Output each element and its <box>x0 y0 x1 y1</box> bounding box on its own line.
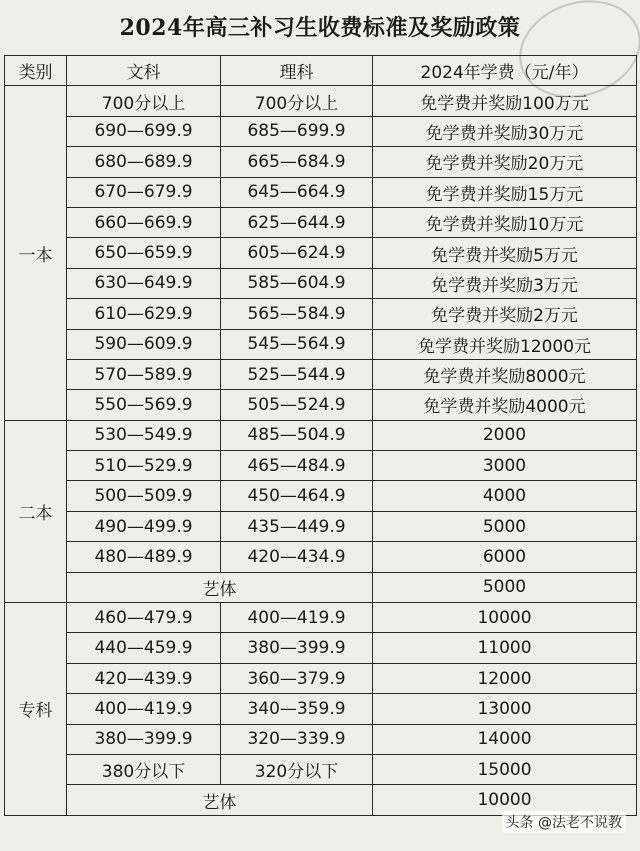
fee-value: 3000 <box>373 451 637 481</box>
wenke-score: 460—479.9 <box>67 603 221 633</box>
table-row <box>5 238 637 268</box>
art-label: 艺体 <box>67 572 373 602</box>
wenke-score: 400—419.9 <box>67 694 221 724</box>
like-score: 360—379.9 <box>221 663 373 693</box>
fee-value: 免学费并奖励8000元 <box>373 359 637 389</box>
fee-value: 10000 <box>373 603 637 633</box>
table-row <box>5 451 637 481</box>
wenke-score: 510—529.9 <box>67 451 221 481</box>
table-row <box>5 268 637 298</box>
table-row <box>5 299 637 329</box>
fee-value: 免学费并奖励5万元 <box>373 238 637 268</box>
like-score: 645—664.9 <box>221 177 373 207</box>
like-score: 450—464.9 <box>221 481 373 511</box>
wenke-score: 440—459.9 <box>67 633 221 663</box>
art-fee: 5000 <box>373 572 637 602</box>
fee-value: 12000 <box>373 663 637 693</box>
wenke-score: 670—679.9 <box>67 177 221 207</box>
table-row <box>5 86 637 116</box>
fee-value: 免学费并奖励3万元 <box>373 268 637 298</box>
fee-value: 免学费并奖励30万元 <box>373 116 637 146</box>
category-label: 二本 <box>5 420 67 602</box>
table-row <box>5 390 637 420</box>
like-score: 665—684.9 <box>221 147 373 177</box>
like-score: 565—584.9 <box>221 299 373 329</box>
fee-value: 免学费并奖励4000元 <box>373 390 637 420</box>
like-score: 320—339.9 <box>221 724 373 754</box>
table-row <box>5 511 637 541</box>
table-row <box>5 724 637 754</box>
table-row <box>5 207 637 237</box>
table-row-art <box>5 572 637 602</box>
table-row <box>5 603 637 633</box>
wenke-score: 380分以下 <box>67 754 221 784</box>
table-row <box>5 116 637 146</box>
wenke-score: 490—499.9 <box>67 511 221 541</box>
like-score: 505—524.9 <box>221 390 373 420</box>
page-title: 2024年高三补习生收费标准及奖励政策 <box>119 14 521 41</box>
like-score: 340—359.9 <box>221 694 373 724</box>
wenke-score: 530—549.9 <box>67 420 221 450</box>
table-row <box>5 177 637 207</box>
table-row <box>5 481 637 511</box>
table-row <box>5 633 637 663</box>
wenke-score: 690—699.9 <box>67 116 221 146</box>
table-row <box>5 147 637 177</box>
like-score: 465—484.9 <box>221 451 373 481</box>
like-score: 525—544.9 <box>221 359 373 389</box>
fee-value: 免学费并奖励100万元 <box>373 86 637 116</box>
table-header-row <box>5 56 637 86</box>
wenke-score: 630—649.9 <box>67 268 221 298</box>
wenke-score: 610—629.9 <box>67 299 221 329</box>
header-category: 类别 <box>5 56 67 86</box>
like-score: 700分以上 <box>221 86 373 116</box>
like-score: 435—449.9 <box>221 511 373 541</box>
table-row <box>5 329 637 359</box>
table-row <box>5 694 637 724</box>
fee-value: 免学费并奖励15万元 <box>373 177 637 207</box>
fee-value: 5000 <box>373 511 637 541</box>
like-score: 625—644.9 <box>221 207 373 237</box>
table-row <box>5 542 637 572</box>
fee-value: 6000 <box>373 542 637 572</box>
like-score: 545—564.9 <box>221 329 373 359</box>
fee-value: 11000 <box>373 633 637 663</box>
wenke-score: 380—399.9 <box>67 724 221 754</box>
wenke-score: 660—669.9 <box>67 207 221 237</box>
fee-value: 15000 <box>373 754 637 784</box>
category-label: 一本 <box>5 86 67 420</box>
wenke-score: 700分以上 <box>67 86 221 116</box>
table-row <box>5 420 637 450</box>
like-score: 485—504.9 <box>221 420 373 450</box>
wenke-score: 500—509.9 <box>67 481 221 511</box>
table-row <box>5 754 637 784</box>
wenke-score: 570—589.9 <box>67 359 221 389</box>
like-score: 400—419.9 <box>221 603 373 633</box>
category-label: 专科 <box>5 603 67 816</box>
fee-value: 14000 <box>373 724 637 754</box>
like-score: 585—604.9 <box>221 268 373 298</box>
header-like: 理科 <box>221 56 373 86</box>
fee-value: 4000 <box>373 481 637 511</box>
table-row <box>5 663 637 693</box>
art-label: 艺体 <box>67 785 373 815</box>
header-fee: 2024年学费（元/年） <box>373 56 637 86</box>
fee-table <box>4 55 637 816</box>
like-score: 420—434.9 <box>221 542 373 572</box>
wenke-score: 550—569.9 <box>67 390 221 420</box>
wenke-score: 680—689.9 <box>67 147 221 177</box>
like-score: 685—699.9 <box>221 116 373 146</box>
wenke-score: 650—659.9 <box>67 238 221 268</box>
like-score: 605—624.9 <box>221 238 373 268</box>
watermark: 头条 @法老不说教 <box>502 811 626 833</box>
table-row <box>5 359 637 389</box>
wenke-score: 590—609.9 <box>67 329 221 359</box>
fee-value: 免学费并奖励2万元 <box>373 299 637 329</box>
header-wenke: 文科 <box>67 56 221 86</box>
fee-value: 2000 <box>373 420 637 450</box>
fee-value: 免学费并奖励20万元 <box>373 147 637 177</box>
fee-value: 免学费并奖励10万元 <box>373 207 637 237</box>
fee-value: 免学费并奖励12000元 <box>373 329 637 359</box>
like-score: 320分以下 <box>221 754 373 784</box>
wenke-score: 420—439.9 <box>67 663 221 693</box>
fee-value: 13000 <box>373 694 637 724</box>
art-fee: 10000 <box>373 785 637 815</box>
like-score: 380—399.9 <box>221 633 373 663</box>
wenke-score: 480—489.9 <box>67 542 221 572</box>
